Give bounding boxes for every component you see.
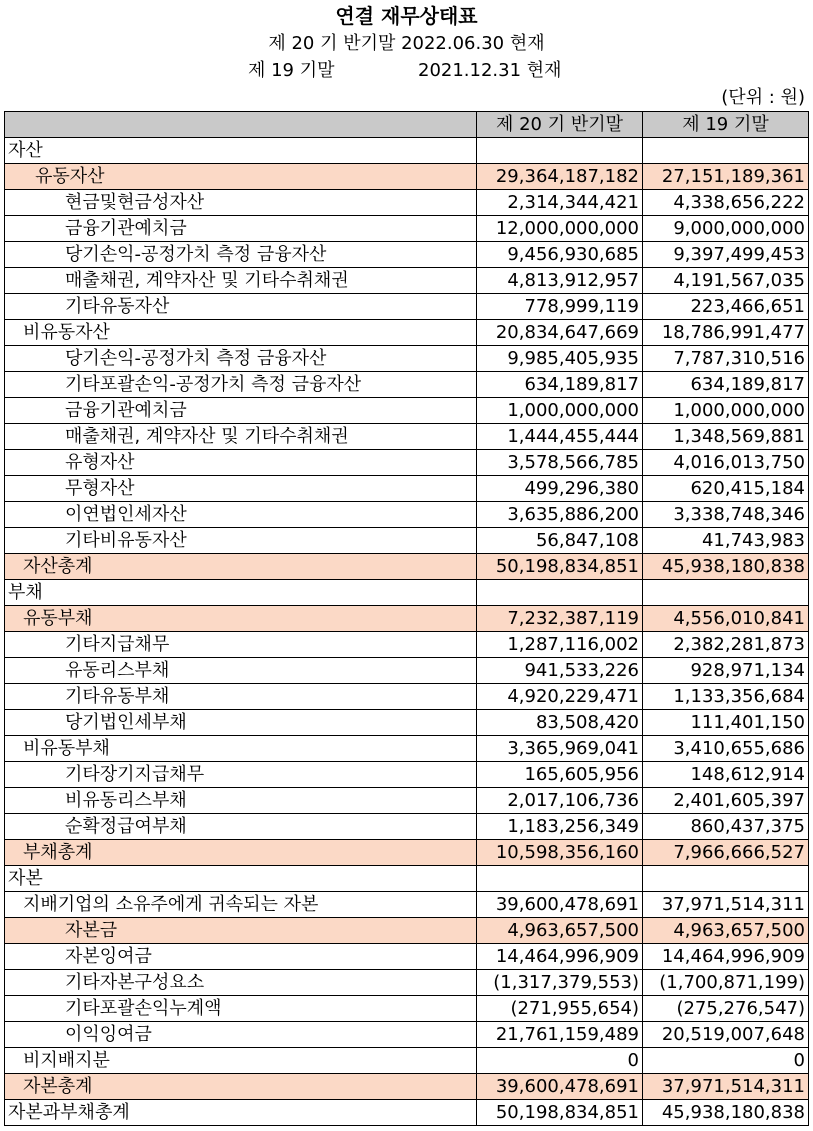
prior-period-value: 223,466,651 [643,294,809,320]
account-name-cell: 자본과부채총계 [5,1100,477,1126]
account-name-cell: 유형자산 [5,450,477,476]
table-row [5,502,809,528]
prior-period-value: 0 [643,1048,809,1074]
table-header-row [5,112,809,138]
account-name-cell: 기타자본구성요소 [5,970,477,996]
account-name-cell: 당기손익-공정가치 측정 금융자산 [5,346,477,372]
prior-period-value: 148,612,914 [643,762,809,788]
prior-period-value [643,138,809,164]
account-name-cell: 순확정급여부채 [5,814,477,840]
account-name-cell: 기타유동부채 [5,684,477,710]
table-row [5,320,809,346]
account-name-cell: 비유동자산 [5,320,477,346]
current-period-value: 14,464,996,909 [477,944,643,970]
table-row [5,996,809,1022]
current-period-value: 4,813,912,957 [477,268,643,294]
prior-period-value: 18,786,991,477 [643,320,809,346]
account-name-cell: 자본총계 [5,1074,477,1100]
prior-period-value: 9,397,499,453 [643,242,809,268]
account-name-cell: 기타지급채무 [5,632,477,658]
current-period-value: 499,296,380 [477,476,643,502]
account-name-cell: 자산 [5,138,477,164]
header-prior-period: 제 19 기말 [643,112,809,138]
table-row [5,216,809,242]
current-period-value: 3,635,886,200 [477,502,643,528]
table-row [5,554,809,580]
prior-period-value: 4,016,013,750 [643,450,809,476]
prior-period-value: 37,971,514,311 [643,892,809,918]
table-row [5,632,809,658]
account-name-cell: 자산총계 [5,554,477,580]
prior-period-value: 7,787,310,516 [643,346,809,372]
prior-period-value: 2,401,605,397 [643,788,809,814]
current-period-value: (1,317,379,553) [477,970,643,996]
prior-period-value: 14,464,996,909 [643,944,809,970]
prior-period-value: 2,382,281,873 [643,632,809,658]
table-row [5,242,809,268]
current-period-value: 50,198,834,851 [477,554,643,580]
table-row [5,918,809,944]
table-row [5,788,809,814]
account-name-cell: 자본잉여금 [5,944,477,970]
account-name-cell: 금융기관예치금 [5,398,477,424]
current-period-value: 165,605,956 [477,762,643,788]
prior-period-value: 928,971,134 [643,658,809,684]
current-period-value: 0 [477,1048,643,1074]
table-body [5,138,809,1126]
account-name-cell: 당기손익-공정가치 측정 금융자산 [5,242,477,268]
table-row [5,268,809,294]
table-row [5,138,809,164]
current-period-value: 20,834,647,669 [477,320,643,346]
account-name-cell: 매출채권, 계약자산 및 기타수취채권 [5,424,477,450]
table-row [5,1048,809,1074]
account-name-cell: 지배기업의 소유주에게 귀속되는 자본 [5,892,477,918]
account-name-cell: 유동부채 [5,606,477,632]
account-name-cell: 자본 [5,866,477,892]
current-period-value: 9,456,930,685 [477,242,643,268]
current-period-value: 3,578,566,785 [477,450,643,476]
account-name-cell: 이익잉여금 [5,1022,477,1048]
prior-period-value: 4,338,656,222 [643,190,809,216]
table-row [5,710,809,736]
table-row [5,398,809,424]
current-period-value: 4,920,229,471 [477,684,643,710]
table-row [5,1022,809,1048]
table-row [5,372,809,398]
statement-title: 연결 재무상태표 [335,4,478,28]
prior-period-value: 3,410,655,686 [643,736,809,762]
account-name-cell: 기타포괄손익-공정가치 측정 금융자산 [5,372,477,398]
prior-period-value: 3,338,748,346 [643,502,809,528]
account-name-cell: 이연법인세자산 [5,502,477,528]
account-name-cell: 유동리스부채 [5,658,477,684]
current-period-value: 1,183,256,349 [477,814,643,840]
prior-period-value: 45,938,180,838 [643,1100,809,1126]
account-name-cell: 부채 [5,580,477,606]
current-period-value: 941,533,226 [477,658,643,684]
table-row [5,892,809,918]
prior-period-value: 7,966,666,527 [643,840,809,866]
table-row [5,164,809,190]
account-name-cell: 당기법인세부채 [5,710,477,736]
table-row [5,658,809,684]
account-name-cell: 무형자산 [5,476,477,502]
prior-period-value: 620,415,184 [643,476,809,502]
prior-period-value: 1,348,569,881 [643,424,809,450]
prior-period-value: 37,971,514,311 [643,1074,809,1100]
current-period-value: 39,600,478,691 [477,1074,643,1100]
current-period-value [477,138,643,164]
table-row [5,190,809,216]
current-period-value: 1,444,455,444 [477,424,643,450]
header-current-period: 제 20 기 반기말 [477,112,643,138]
prior-period-value: 634,189,817 [643,372,809,398]
current-period-value [477,580,643,606]
table-row [5,606,809,632]
current-period-value: 7,232,387,119 [477,606,643,632]
current-period-value: 9,985,405,935 [477,346,643,372]
prior-period-value: 9,000,000,000 [643,216,809,242]
current-period-value: 3,365,969,041 [477,736,643,762]
unit-label: (단위 : 원) [721,87,805,108]
prior-period-value: 27,151,189,361 [643,164,809,190]
account-name-cell: 현금및현금성자산 [5,190,477,216]
account-name-cell: 비유동리스부채 [5,788,477,814]
table-row [5,528,809,554]
prior-period-date: 2021.12.31 현재 [418,60,562,81]
current-period-value: 4,963,657,500 [477,918,643,944]
current-period-value: 1,000,000,000 [477,398,643,424]
account-name-cell: 기타장기지급채무 [5,762,477,788]
current-period-value: 634,189,817 [477,372,643,398]
current-period-value: 29,364,187,182 [477,164,643,190]
prior-period-label: 제 19 기말 [248,60,335,81]
account-name-cell: 유동자산 [5,164,477,190]
table-row [5,294,809,320]
prior-period-value: 4,963,657,500 [643,918,809,944]
prior-period-value: 4,556,010,841 [643,606,809,632]
account-name-cell: 매출채권, 계약자산 및 기타수취채권 [5,268,477,294]
account-name-cell: 기타포괄손익누계액 [5,996,477,1022]
account-name-cell: 금융기관예치금 [5,216,477,242]
prior-period-value [643,866,809,892]
table-row [5,346,809,372]
table-row [5,580,809,606]
current-period-value: 50,198,834,851 [477,1100,643,1126]
table-row [5,814,809,840]
header-account [5,112,477,138]
current-period-value: 56,847,108 [477,528,643,554]
current-period-label: 제 20 기 반기말 2022.06.30 현재 [268,33,545,54]
table-row [5,684,809,710]
prior-period-value: (1,700,871,199) [643,970,809,996]
table-row [5,1100,809,1126]
current-period-value: 83,508,420 [477,710,643,736]
account-name-cell: 부채총계 [5,840,477,866]
prior-period-value: 1,133,356,684 [643,684,809,710]
prior-period-value: (275,276,547) [643,996,809,1022]
current-period-value: 12,000,000,000 [477,216,643,242]
current-period-value: 2,314,344,421 [477,190,643,216]
balance-sheet-table [4,111,809,1126]
prior-period-value: 1,000,000,000 [643,398,809,424]
current-period-value [477,866,643,892]
prior-period-value: 41,743,983 [643,528,809,554]
account-name-cell: 기타유동자산 [5,294,477,320]
current-period-value: 2,017,106,736 [477,788,643,814]
prior-period-value: 860,437,375 [643,814,809,840]
table-row [5,424,809,450]
prior-period-value: 4,191,567,035 [643,268,809,294]
account-name-cell: 비지배지분 [5,1048,477,1074]
table-row [5,762,809,788]
table-row [5,736,809,762]
current-period-value: 21,761,159,489 [477,1022,643,1048]
prior-period-value: 111,401,150 [643,710,809,736]
table-row [5,450,809,476]
current-period-value: 39,600,478,691 [477,892,643,918]
table-row [5,1074,809,1100]
current-period-value: 1,287,116,002 [477,632,643,658]
account-name-cell: 비유동부채 [5,736,477,762]
prior-period-value: 45,938,180,838 [643,554,809,580]
table-row [5,476,809,502]
table-row [5,944,809,970]
prior-period-value [643,580,809,606]
table-row [5,970,809,996]
current-period-value: 10,598,356,160 [477,840,643,866]
prior-period-value: 20,519,007,648 [643,1022,809,1048]
current-period-value: (271,955,654) [477,996,643,1022]
table-row [5,866,809,892]
current-period-value: 778,999,119 [477,294,643,320]
account-name-cell: 자본금 [5,918,477,944]
table-row [5,840,809,866]
account-name-cell: 기타비유동자산 [5,528,477,554]
